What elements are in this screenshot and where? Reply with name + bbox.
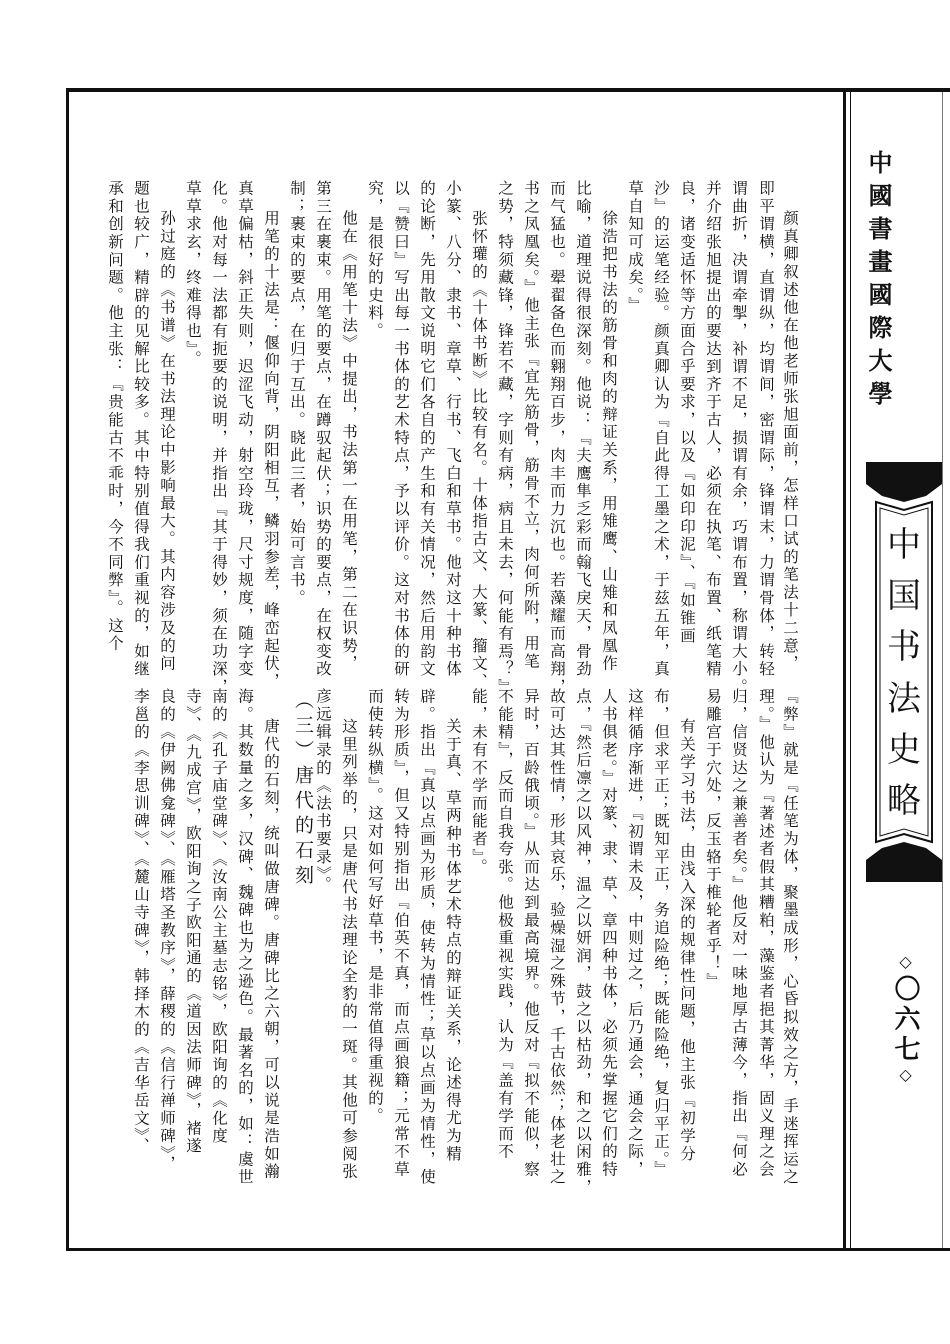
page-frame-bottom bbox=[66, 1248, 950, 1251]
text-column: 的论断，先用散文说明它们各自的产生和有关情况，然后用韵文 bbox=[418, 180, 436, 679]
text-column: 沙』的运笔经验。颜真卿认为『自此得工墨之术，于兹五年，真 bbox=[652, 180, 670, 679]
text-column: 比喻，道理说得很深刻。他说：『夫鹰隼乏彩而翰飞戾天，骨劲 bbox=[574, 180, 592, 679]
text-column: 草草求玄，终难得也』。 bbox=[184, 180, 202, 369]
margin-separator-thin bbox=[850, 92, 851, 1248]
diamond-icon: ◇ bbox=[896, 1065, 915, 1088]
text-column: 不能精』，反而自我夸张。他极重视实践，认为『盖有学而不 bbox=[496, 688, 514, 1161]
text-column: 孙过庭的《书谱》在书法理论中影响最大。其内容涉及的问 bbox=[158, 210, 176, 673]
text-column: 而使转纵横』。这对如何写好草书，是非常值得重视的。 bbox=[366, 688, 384, 1126]
text-column: 海。其数量之多，汉碑、魏碑也为之逊色。最著名的，如：虞世 bbox=[236, 688, 254, 1187]
text-column: 唐代的石刻，统叫做唐碑。唐碑比之六朝，可以说是浩如瀚 bbox=[262, 718, 280, 1181]
text-column: 草自知可成矣。』 bbox=[626, 180, 644, 315]
text-column: 故可达其性情，形其哀乐，验燥湿之殊节，千古依然；体老壮之 bbox=[548, 688, 566, 1187]
university-name: 中國書畫國際大學 bbox=[864, 150, 892, 414]
text-column: 并介绍张旭提出的要达到齐于古人，必须在执笔、布置、纸笔精 bbox=[704, 180, 722, 679]
text-column: 关于真、草两种书体艺术特点的辩证关系，论述得尤为精 bbox=[444, 718, 462, 1163]
text-column: 有关学习书法，由浅入深的规律性问题，他主张『初学分 bbox=[678, 718, 696, 1163]
book-title bbox=[866, 525, 942, 821]
text-column: 颜真卿叙述他在他老师张旭面前，怎样口试的笔法十二意， bbox=[781, 210, 799, 673]
text-column: 异时，百龄俄顷。』从而达到最高境界。他反对『拟不能似，察 bbox=[522, 688, 540, 1179]
text-column: 制；裹束的要点，在归于互出。晓此三者，始可言书。 bbox=[288, 180, 306, 608]
book-title-char: 略 bbox=[887, 780, 921, 821]
margin-outer-rule bbox=[942, 92, 943, 1248]
text-column: 『弊』就是『任笔为体，聚墨成形，心昏拟效之方，手迷挥运之 bbox=[781, 688, 799, 1187]
text-column: 这样循序渐进，『初谓未及，中则过之，后乃通会，通会之际， bbox=[626, 688, 644, 1179]
diamond-icon: ◇ bbox=[896, 952, 915, 975]
margin-separator-thick bbox=[843, 92, 846, 1248]
text-column: 第三在裹束。用笔的要点，在蹲驭起伏；识势的要点，在权变改 bbox=[314, 180, 332, 679]
text-column: 徐浩把书法的筋骨和肉的辩证关系，用雉鹰、山雉和凤凰作 bbox=[600, 210, 618, 673]
text-column: 良的《伊阙佛龛碑》、《雁塔圣教序》，薛稷的《信行禅师碑》， bbox=[158, 688, 176, 1174]
text-column: 究，是很好的史料。 bbox=[366, 180, 384, 341]
text-column: 书之凤凰矣。』他主张『宜先筋骨，筋骨不立，肉何所附，用笔 bbox=[522, 180, 540, 671]
text-column: 归，信贤达之兼善者矣。』他反对一味地厚古薄今，指出『何必 bbox=[730, 688, 748, 1179]
page-number-block bbox=[864, 952, 924, 1088]
text-column: 小篆、八分、隶书、章草、行书、飞白和草书。他对这十种书体 bbox=[444, 180, 462, 679]
text-column: 辟。指出『真以点画为形质，使转为情性；草以点画为情性，使 bbox=[418, 688, 436, 1187]
text-column: 点，『然后凛之以风神，温之以妍润，鼓之以枯劲，和之以闲雅， bbox=[574, 688, 592, 1197]
text-column: 之势，特须藏锋，锋若不藏，字则有病，病且未去，何能有焉？』 bbox=[496, 180, 514, 697]
text-column: 寺》、《九成宫》，欧阳询之子欧阳通的《道因法师碑》，褚遂 bbox=[184, 688, 202, 1156]
text-column: 以『赞曰』写出每一书体的艺术特点，予以评价。这对书体的研 bbox=[392, 180, 410, 679]
page-frame-top bbox=[66, 88, 950, 92]
text-column: 用笔的十法是：偃仰向背，阴阳相互，鳞羽参差，峰峦起伏， bbox=[262, 210, 280, 691]
text-column: 真草偏枯，斜正失则，迟涩飞动，射空玲珑，尺寸规度，随字变 bbox=[236, 180, 254, 679]
section-heading: （三）唐代的石刻 bbox=[292, 690, 314, 890]
page-number: 〇六七 bbox=[890, 975, 920, 1065]
text-column: 易雕宫于穴处，反玉辂于椎轮者乎！』 bbox=[704, 688, 722, 991]
book-title-char: 中 bbox=[887, 525, 921, 565]
text-column: 这里列举的，只是唐代书法理论全豹的一斑。其他可参阅张 bbox=[340, 718, 358, 1181]
book-title-char: 法 bbox=[887, 678, 921, 719]
text-column: 良，诸变适怀等方面合乎要求，以及『如印印泥』、『如锥画 bbox=[678, 180, 696, 646]
text-column: 李邕的《李思训碑》、《麓山寺碑》，韩择木的《吉华岳文》、 bbox=[132, 688, 150, 1156]
book-title-char: 国 bbox=[887, 576, 921, 617]
text-column: 而气猛也。翚翟备色而翱翔百步，肉丰而力沉也。若藻耀而高翔， bbox=[548, 180, 566, 697]
text-column: 转为形质』，但又特别指出『伯英不真，而点画狼籍；元常不草 bbox=[392, 688, 410, 1179]
text-column: 承和创新问题。他主张：『贵能古不乖时，今不同弊』。这个 bbox=[106, 180, 124, 653]
text-column: 即平谓横，直谓纵，均谓间，密谓际，锋谓末，力谓骨体，转轻 bbox=[757, 180, 775, 679]
text-column: 理。』他认为『著述者假其糟粕，藻鉴者挹其菁华，固义理之会 bbox=[757, 688, 775, 1179]
text-column: 化。他对每一法都有扼要的说明，并指出『其于得妙，须在功深， bbox=[210, 180, 228, 697]
text-column: 布，但求平正；既知平正，务追险绝；既能险绝，复归平正。』 bbox=[652, 688, 670, 1179]
book-title-char: 史 bbox=[887, 729, 921, 770]
text-column: 能，未有不学而能者』。 bbox=[470, 688, 488, 877]
text-column: 题也较广，精辟的见解比较多。其中特别值得我们重视的，如继 bbox=[132, 180, 150, 679]
text-column: 彦远辑录的《法书要录》。 bbox=[314, 688, 332, 894]
page-frame-left bbox=[66, 88, 69, 1251]
book-title-char: 书 bbox=[887, 627, 921, 668]
text-column: 张怀瓘的《十体书断》比较有名。十体指古文、大篆、籀文、 bbox=[470, 210, 488, 691]
text-column: 他在《用笔十法》中提出，书法第一在用笔，第二在识势， bbox=[340, 210, 358, 673]
text-column: 人书俱老。』对篆、隶、草、章四种书体，必须先掌握它们的特 bbox=[600, 688, 618, 1179]
text-column: 南的《孔子庙堂碑》、《汝南公主墓志铭》，欧阳询的《化度 bbox=[210, 688, 228, 1146]
text-column: 谓曲折，决谓牵掣，补谓不足，损谓有余，巧谓布置，称谓大小。 bbox=[730, 180, 748, 697]
